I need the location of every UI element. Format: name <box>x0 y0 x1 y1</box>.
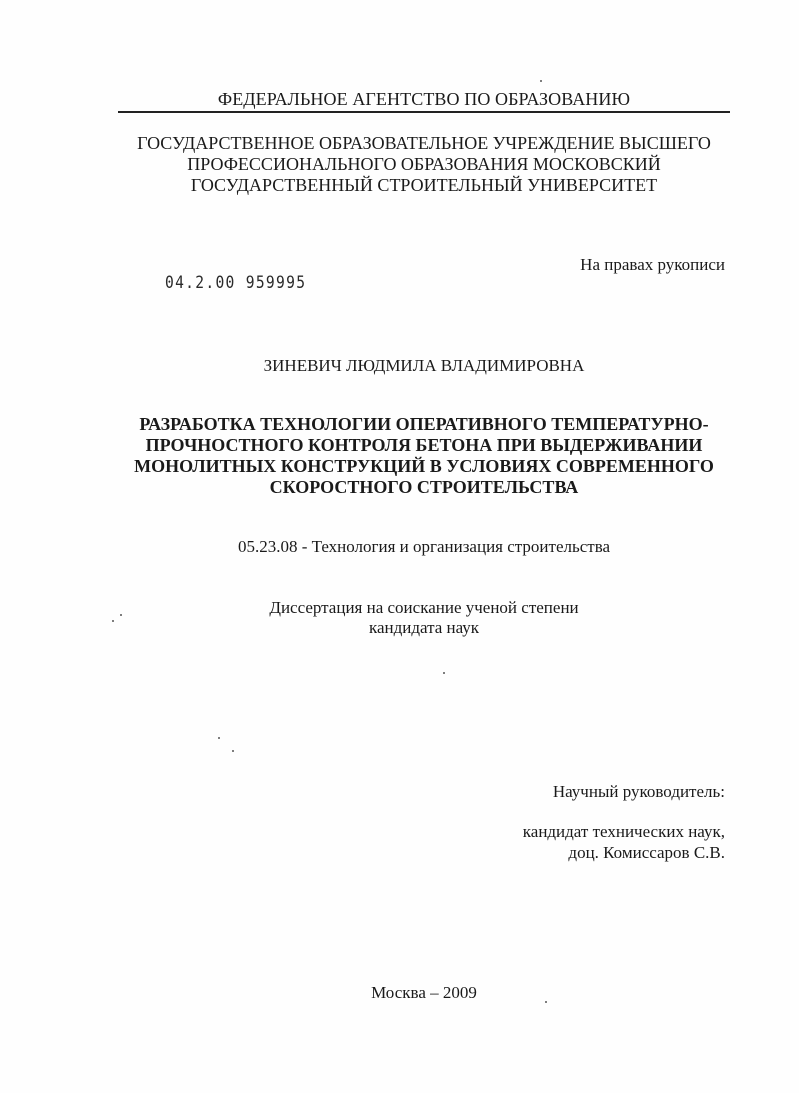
scan-speck <box>232 750 234 752</box>
supervisor-name: доц. Комиссаров С.В. <box>568 843 725 862</box>
degree-line: Диссертация на соискание ученой степени <box>269 598 579 617</box>
title-line: ПРОЧНОСТНОГО КОНТРОЛЯ БЕТОНА ПРИ ВЫДЕРЖИВАНИИ <box>145 435 703 455</box>
author-name: ЗИНЕВИЧ ЛЮДМИЛА ВЛАДИМИРОВНА <box>263 356 585 375</box>
registration-stamp: 04.2.00 959995 <box>165 273 307 293</box>
manuscript-note: На правах рукописи <box>580 255 725 274</box>
supervisor-degree: кандидат технических наук, <box>522 822 725 841</box>
university-name <box>100 133 748 196</box>
university-line: ГОСУДАРСТВЕННЫЙ СТРОИТЕЛЬНЫЙ УНИВЕРСИТЕТ <box>190 175 658 195</box>
title-line: РАЗРАБОТКА ТЕХНОЛОГИИ ОПЕРАТИВНОГО ТЕМПЕРАТУРНО- <box>139 414 709 434</box>
supervisor-label: Научный руководитель: <box>552 782 725 801</box>
university-line: ГОСУДАРСТВЕННОЕ ОБРАЗОВАТЕЛЬНОЕ УЧРЕЖДЕНИЕ ВЫСШЕГО <box>137 133 711 153</box>
agency-heading: ФЕДЕРАЛЬНОЕ АГЕНТСТВО ПО ОБРАЗОВАНИЮ <box>217 89 631 109</box>
title-line: МОНОЛИТНЫХ КОНСТРУКЦИЙ В УСЛОВИЯХ СОВРЕМЕННОГО <box>134 456 714 476</box>
city-year: Москва – 2009 <box>371 983 477 1002</box>
supervisor-info <box>523 821 725 863</box>
scan-speck <box>540 80 542 82</box>
degree-statement <box>100 598 748 638</box>
header-rule <box>118 111 730 113</box>
scan-speck <box>112 620 114 622</box>
specialty-code: 05.23.08 - Технология и организация строительства <box>237 537 611 556</box>
scan-speck <box>443 672 445 674</box>
university-line: ПРОФЕССИОНАЛЬНОГО ОБРАЗОВАНИЯ МОСКОВСКИЙ <box>187 154 661 174</box>
dissertation-title <box>100 414 748 498</box>
title-line: СКОРОСТНОГО СТРОИТЕЛЬСТВА <box>269 477 579 497</box>
scan-speck <box>120 614 122 616</box>
scan-speck <box>218 737 220 739</box>
scan-speck <box>545 1001 547 1003</box>
degree-line: кандидата наук <box>368 618 480 637</box>
